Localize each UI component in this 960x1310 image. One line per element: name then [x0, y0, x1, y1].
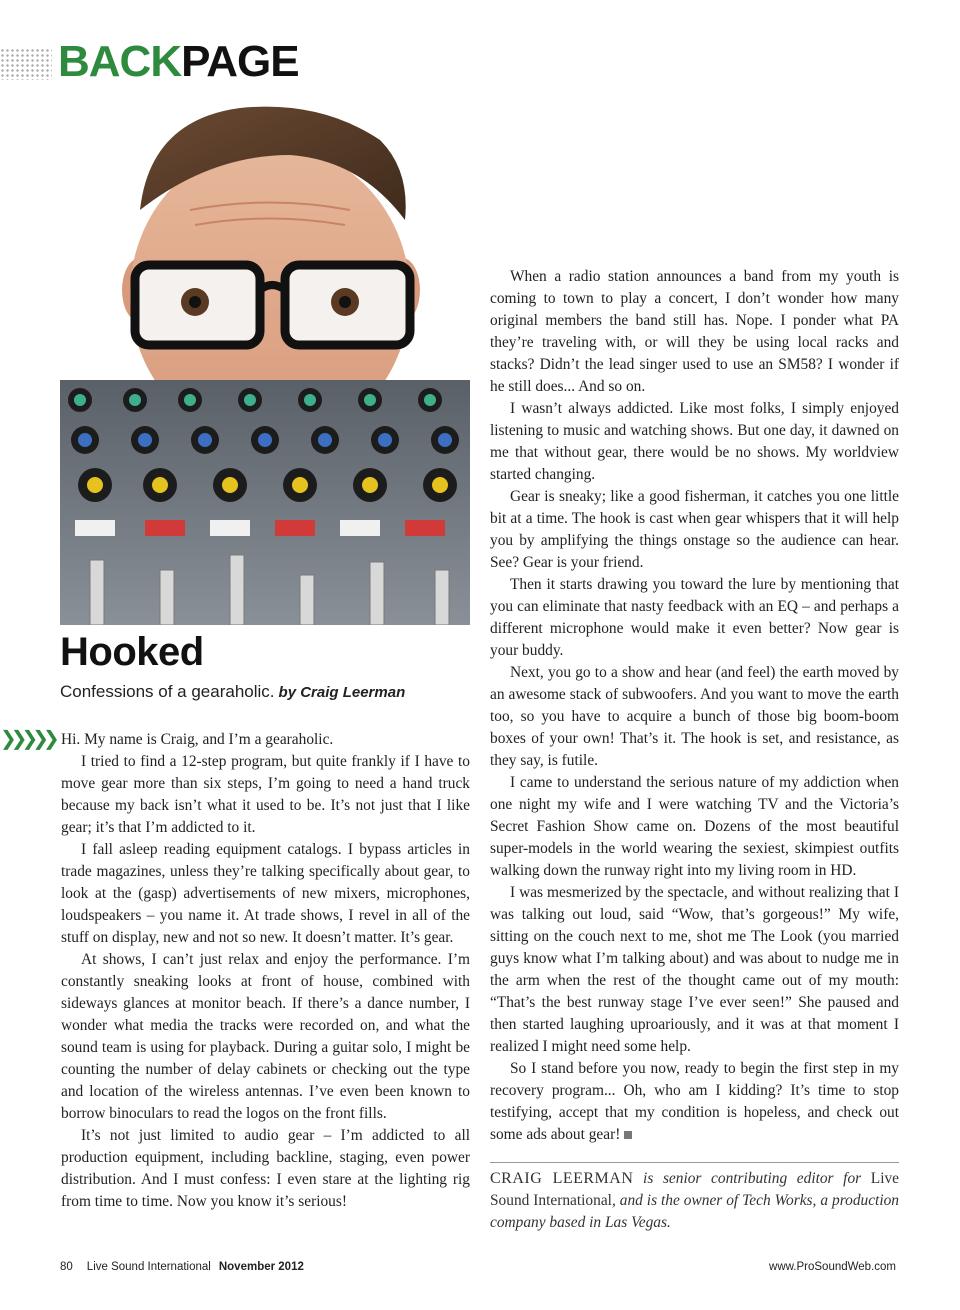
author-bio	[490, 1168, 899, 1234]
end-mark-icon	[624, 1131, 632, 1139]
decorative-dot-pattern	[0, 48, 52, 80]
chevron-arrows-icon: ❯❯❯❯❯	[0, 726, 54, 750]
hero-photo	[60, 100, 470, 625]
paragraph: It’s not just limited to audio gear – I’m addicted to all production equipment, including backline, staging, even power distribution. And I must confess: I even stare at the lighting rig from time to time. Now you know it’s serious!	[61, 1127, 470, 1210]
article-right-column	[490, 266, 899, 1146]
paragraph: I was mesmerized by the spectacle, and without realizing that I was talking out loud, said “Wow, that’s gorgeous!” My wife, sitting on the couch next to me, shot me The Look (you married guys know what I’m talking about) and was about to nudge me in the arm when the rest of the thought came out of my mouth: “That’s the best runway stage I’ve ever seen!” She paused and then started laughing uproariously, and it was at that moment I realized I might need some help.	[490, 884, 899, 1055]
bio-name: CRAIG LEERMAN	[490, 1170, 634, 1187]
section-title	[58, 37, 299, 86]
man-peering-over-mixer-image	[60, 100, 470, 625]
paragraph: I wasn’t always addicted. Like most folks, I simply enjoyed listening to music and watching shows. But one day, it dawned on me that without gear, there would be no shows. My worldview started changing.	[490, 400, 899, 483]
article-subhead	[60, 682, 405, 702]
bio-divider	[490, 1162, 899, 1163]
bio-publication: Live Sound International	[490, 1170, 900, 1209]
paragraph: I came to understand the serious nature of my addiction when one night my wife and I were watching TV and the Victoria’s Secret Fashion Show came on. Dozens of the most beautiful super-models in the world wearing the sexiest, skimpiest outfits walking down the runway right into my living room in HD.	[490, 774, 899, 879]
paragraph-final	[490, 1058, 899, 1146]
paragraph: When a radio station announces a band from my youth is coming to town to play a concert, I don’t wonder how many original members the band still has. Nope. I ponder what PA they’re traveling with, or will they be using local racks and stacks? Didn’t the lead singer used to use an SM58? I wonder if he still does... And so on.	[490, 268, 899, 395]
article-headline: Hooked	[60, 630, 204, 674]
paragraph: I tried to find a 12-step program, but quite frankly if I have to move gear more than six steps, I’m going to need a hand truck because my back isn’t what it used to be. It’s not just that I like gear; it’s that I’m addicted to it.	[61, 753, 470, 836]
paragraph: Next, you go to a show and hear (and feel) the earth moved by an awesome stack of subwoofers. And you want to move the earth too, so you have to acquire a bunch of those big boom-boom boxes of your own! That’s it. The hook is set, and resistance, as they say, is futile.	[490, 664, 899, 769]
issue-date: November 2012	[218, 1261, 304, 1273]
article-left-column	[61, 729, 470, 1213]
paragraph: Then it starts drawing you toward the lure by mentioning that you can eliminate that nasty feedback with an EQ – and perhaps a different microphone would make it even better? Now gear is your buddy.	[490, 576, 899, 659]
paragraph: Gear is sneaky; like a good fisherman, it catches you one little bit at a time. The hook is cast when gear whispers that it will help you by amplifying the things onstage so the audience can hear. See? Gear is your friend.	[490, 488, 899, 571]
subhead-text: Confessions of a gearaholic.	[60, 682, 275, 701]
section-title-back: BACK	[58, 37, 182, 86]
page-number: 80	[60, 1261, 73, 1273]
section-title-page: PAGE	[181, 37, 299, 86]
footer-left	[60, 1261, 304, 1273]
paragraph: Hi. My name is Craig, and I’m a gearaholic.	[61, 731, 334, 748]
website-url: www.ProSoundWeb.com	[769, 1261, 896, 1273]
paragraph: I fall asleep reading equipment catalogs. I bypass articles in trade magazines, unless they’re talking specifically about gear, to look at the (gasp) advertisements of new mixers, microphones, loudspeakers – you name it. At trade shows, I revel in all of the stuff on display, new and not so new. It doesn’t matter. It’s gear.	[61, 841, 470, 946]
publication-name: Live Sound International	[86, 1261, 211, 1273]
byline: by Craig Leerman	[278, 684, 406, 701]
paragraph-final-text: So I stand before you now, ready to begin the first step in my recovery program... Oh, who am I kidding? It’s time to stop testifying, accept that my condition is hopeless, and check out some ads about gear!	[490, 1060, 899, 1143]
bio-text-1: is senior contributing editor for	[633, 1170, 871, 1187]
paragraph: At shows, I can’t just relax and enjoy the performance. I’m constantly sneaking looks at front of house, combined with sideways glances at monitor beach. If there’s a dance number, I wonder what media the tracks were recorded on, and what the sound team is using for playback. During a guitar solo, I might be counting the number of delay cabinets or checking out the type and location of the wireless antennas. I’ve even been known to borrow binoculars to read the logos on the front fills.	[61, 951, 470, 1122]
bio-text-2: , and is the owner of Tech Works, a production company based in Las Vegas.	[490, 1192, 899, 1231]
